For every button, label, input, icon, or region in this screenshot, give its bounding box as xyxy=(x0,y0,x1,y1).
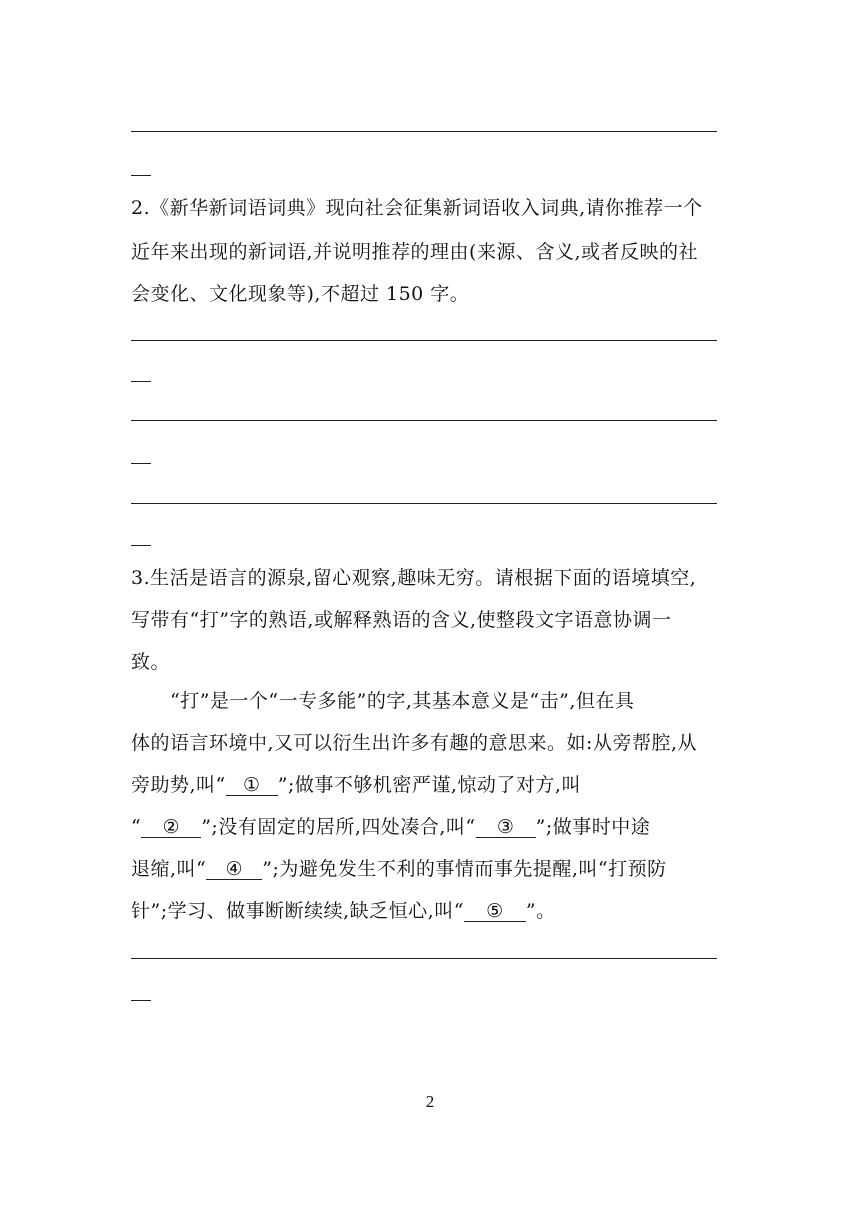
answer-line xyxy=(131,420,717,421)
answer-line xyxy=(131,958,717,959)
answer-line xyxy=(131,340,717,341)
fill-blank-2[interactable]: ② xyxy=(141,817,201,838)
answer-line xyxy=(131,131,717,132)
answer-line-stub xyxy=(131,1000,151,1001)
passage-text: ”;为避免发生不利的事情而事先提醒,叫“打预防 xyxy=(262,858,667,880)
passage-line-4 xyxy=(131,815,650,839)
passage-text: ”。 xyxy=(525,900,556,922)
passage-line-6 xyxy=(131,899,556,923)
passage-line-3 xyxy=(131,773,581,797)
passage-text: 退缩,叫“ xyxy=(131,858,207,880)
answer-line-stub xyxy=(131,463,151,464)
fill-blank-4[interactable]: ④ xyxy=(206,859,262,880)
fill-blank-1[interactable]: ① xyxy=(226,775,278,796)
question-2-line-2: 近年来出现的新词语,并说明推荐的理由(来源、含义,或者反映的社 xyxy=(131,241,698,263)
fill-blank-5[interactable]: ⑤ xyxy=(464,901,526,922)
passage-text: 针”;学习、做事断断续续,缺乏恒心,叫“ xyxy=(131,900,464,922)
question-3-line-2: 写带有“打”字的熟语,或解释熟语的含义,使整段文字语意协调一 xyxy=(131,609,672,631)
passage-text: ”;没有固定的居所,四处凑合,叫“ xyxy=(201,816,476,838)
passage-line-2: 体的语言环境中,又可以衍生出许多有趣的意思来。如:从旁帮腔,从 xyxy=(131,732,697,754)
passage-line-5 xyxy=(131,857,667,881)
question-3-line-3: 致。 xyxy=(131,651,171,673)
passage-text: 旁助势,叫“ xyxy=(131,774,226,796)
answer-line-stub xyxy=(131,381,151,382)
question-2-line-1: 2.《新华新词语词典》现向社会征集新词语收入词典,请你推荐一个 xyxy=(131,197,703,219)
page-number: 2 xyxy=(425,1092,435,1111)
passage-text: ”;做事不够机密严谨,惊动了对方,叫 xyxy=(277,774,581,796)
answer-line-stub xyxy=(131,545,151,546)
question-2-line-3: 会变化、文化现象等),不超过 150 字。 xyxy=(131,283,470,305)
passage-text: “ xyxy=(131,816,142,838)
passage-line-1: “打”是一个“一专多能”的字,其基本意义是“击”,但在具 xyxy=(170,690,635,712)
fill-blank-3[interactable]: ③ xyxy=(476,817,536,838)
answer-line xyxy=(131,503,717,504)
passage-text: ”;做事时中途 xyxy=(535,816,651,838)
answer-line-stub xyxy=(131,175,151,176)
question-3-line-1: 3.生活是语言的源泉,留心观察,趣味无穷。请根据下面的语境填空, xyxy=(131,567,697,589)
